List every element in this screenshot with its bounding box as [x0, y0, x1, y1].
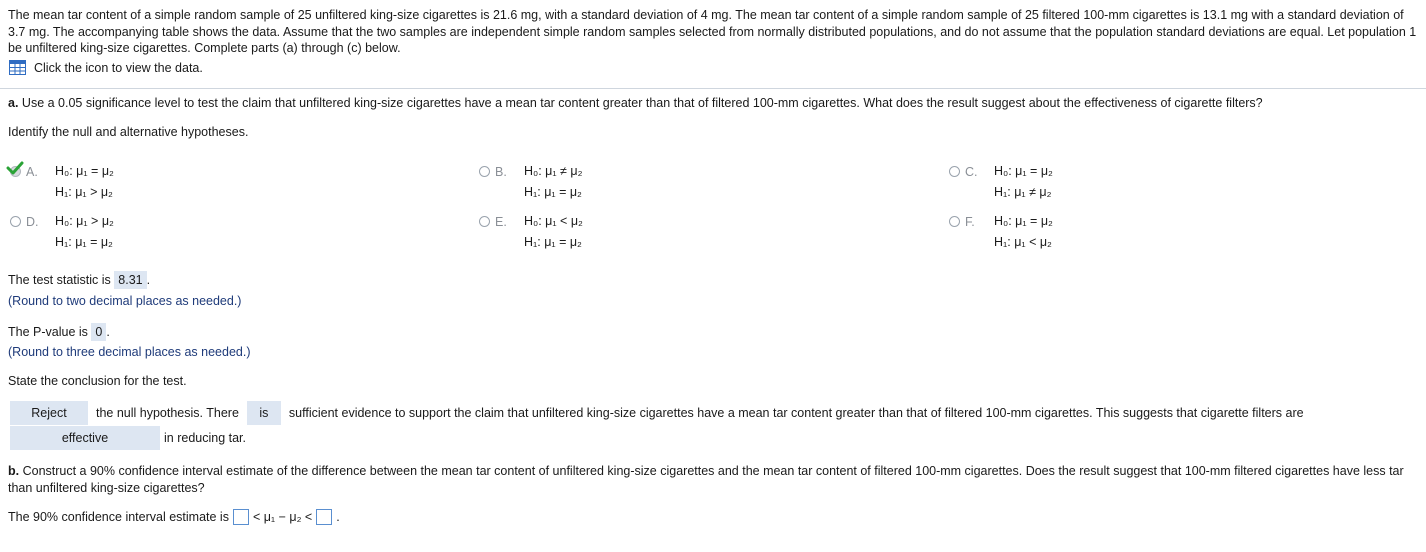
- test-statistic-hint: (Round to two decimal places as needed.): [8, 294, 242, 308]
- part-b-label: b.: [8, 464, 20, 478]
- pvalue-hint: (Round to three decimal places as needed.): [8, 345, 251, 359]
- table-icon[interactable]: [9, 60, 26, 75]
- option-e[interactable]: [479, 215, 583, 253]
- conclusion-text-3: in reducing tar.: [164, 431, 246, 445]
- conclusion-text-1: the null hypothesis. There: [96, 406, 239, 420]
- option-b-radio[interactable]: [479, 166, 490, 177]
- option-b-h0: H₀: μ₁ ≠ μ₂: [524, 164, 583, 178]
- option-b-letter: B.: [495, 165, 507, 179]
- option-e-h1: H₁: μ₁ = μ₂: [524, 235, 582, 249]
- option-a-h1: H₁: μ₁ > μ₂: [55, 185, 113, 199]
- conclusion-prompt: State the conclusion for the test.: [8, 374, 187, 388]
- option-c[interactable]: [949, 165, 1053, 203]
- test-statistic-value[interactable]: 8.31: [114, 271, 146, 289]
- option-d[interactable]: [10, 215, 114, 253]
- pvalue-value[interactable]: 0: [91, 323, 106, 341]
- ci-middle: < μ₁ − μ₂ <: [252, 510, 313, 524]
- pvalue-period: .: [106, 325, 110, 339]
- problem-intro: The mean tar content of a simple random sample of 25 unfiltered king-size cigarettes is 21.6 mg, with a standard deviation of 4 mg. The mean tar content of a simple random sample of 25 filtered 100-mm cigarettes is 13.1 mg with a standard deviation of 3.7 mg. The accompanying table shows the data. Assume that the two samples are independent simple random samples selected from normally distributed populations, and do not assume that the population standard deviations are equal. Let population 1 be unfiltered king-size cigarettes. Complete parts (a) through (c) below.: [8, 8, 1417, 55]
- option-f-h1: H₁: μ₁ < μ₂: [994, 235, 1052, 249]
- option-a-letter: A.: [26, 165, 38, 179]
- test-statistic-period: .: [146, 273, 151, 287]
- test-statistic-line: [8, 273, 150, 287]
- conclusion-answer: [10, 401, 1422, 449]
- option-e-radio[interactable]: [479, 216, 490, 227]
- part-b-text: Construct a 90% confidence interval estimate of the difference between the mean tar content of unfiltered king-size cigarettes and the mean tar content of filtered 100-mm cigarettes. Does the result suggest that 100-mm filtered cigarettes have less tar than unfiltered king-size cigarettes?: [8, 464, 1404, 495]
- identify-hypotheses-prompt: Identify the null and alternative hypotheses.: [8, 125, 249, 139]
- option-f-radio[interactable]: [949, 216, 960, 227]
- ci-period: .: [336, 510, 340, 524]
- ci-lower-input[interactable]: [233, 509, 249, 525]
- view-data-link[interactable]: [9, 60, 203, 75]
- option-a-h0: H₀: μ₁ = μ₂: [55, 164, 114, 178]
- is-dropdown[interactable]: is: [247, 401, 281, 425]
- option-d-h0: H₀: μ₁ > μ₂: [55, 214, 114, 228]
- option-d-letter: D.: [26, 215, 39, 229]
- option-f-h0: H₀: μ₁ = μ₂: [994, 214, 1053, 228]
- ci-prefix: The 90% confidence interval estimate is: [8, 510, 229, 524]
- confidence-interval-line: [8, 509, 340, 525]
- option-a[interactable]: [10, 165, 114, 203]
- option-f[interactable]: [949, 215, 1053, 253]
- option-c-letter: C.: [965, 165, 978, 179]
- view-data-text[interactable]: Click the icon to view the data.: [34, 60, 203, 75]
- option-c-h0: H₀: μ₁ = μ₂: [994, 164, 1053, 178]
- test-statistic-prefix: The test statistic is: [8, 273, 111, 287]
- part-b-question: [8, 463, 1420, 496]
- option-b[interactable]: [479, 165, 582, 203]
- conclusion-text-2: sufficient evidence to support the claim that unfiltered king-size cigarettes have a mean tar content greater than that of filtered 100-mm cigarettes. This suggests that cigarette filters are: [288, 406, 1304, 420]
- part-a-text: Use a 0.05 significance level to test the claim that unfiltered king-size cigarettes have a mean tar content greater than that of filtered 100-mm cigarettes. What does the result suggest about the effectiveness of cigarette filters?: [21, 96, 1263, 110]
- part-a-label: a.: [8, 96, 19, 110]
- option-d-h1: H₁: μ₁ = μ₂: [55, 235, 113, 249]
- reject-dropdown[interactable]: Reject: [10, 401, 88, 425]
- ci-upper-input[interactable]: [316, 509, 332, 525]
- pvalue-line: [8, 325, 110, 339]
- option-c-radio[interactable]: [949, 166, 960, 177]
- option-e-letter: E.: [495, 215, 507, 229]
- section-divider: [0, 88, 1426, 89]
- part-a-question: [8, 96, 1420, 110]
- option-f-letter: F.: [965, 215, 975, 229]
- checkmark-icon: [6, 161, 24, 175]
- effective-dropdown[interactable]: effective: [10, 426, 160, 450]
- option-e-h0: H₀: μ₁ < μ₂: [524, 214, 583, 228]
- option-c-h1: H₁: μ₁ ≠ μ₂: [994, 185, 1052, 199]
- option-b-h1: H₁: μ₁ = μ₂: [524, 185, 582, 199]
- option-d-radio[interactable]: [10, 216, 21, 227]
- pvalue-prefix: The P-value is: [8, 325, 88, 339]
